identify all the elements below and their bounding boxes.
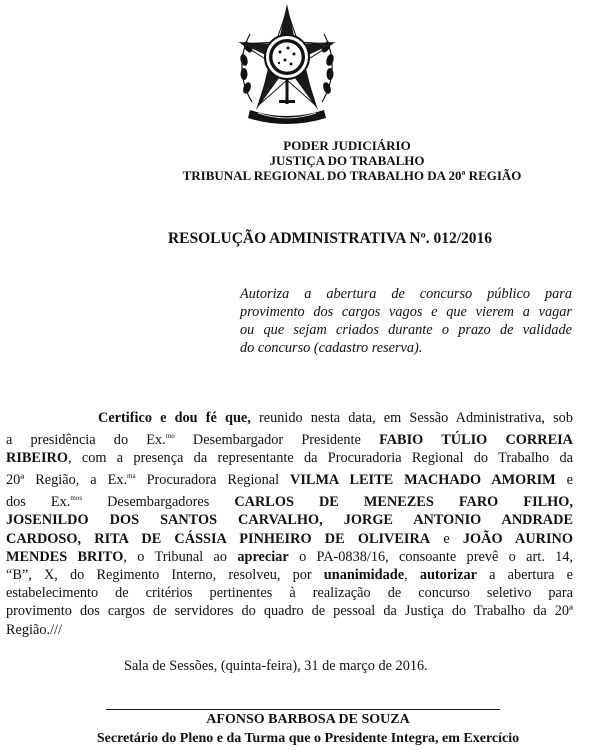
resolution-title-text: RESOLUÇÃO ADMINISTRATIVA Nº. 012/2016 xyxy=(167,230,493,247)
paragraph-line xyxy=(6,467,573,489)
apreciar-bold: apreciar xyxy=(237,548,289,565)
judges-names: JOÃO AURINO xyxy=(462,530,573,547)
header-line-2: JUSTIÇA DO TRABALHO xyxy=(269,153,425,168)
text-run: “B”, X, do Regimento Interno, resolveu, por xyxy=(6,566,324,583)
signature-line xyxy=(106,709,500,710)
text-run: , com a presença da representante da Procuradoria Regional do Trabalho da xyxy=(67,450,573,467)
text-run: Desembargadores xyxy=(82,494,235,511)
president-name: FABIO TÚLIO CORREIA xyxy=(379,431,573,448)
ementa-block xyxy=(240,285,572,357)
paragraph-line xyxy=(6,566,573,584)
superscript: mo xyxy=(165,432,175,441)
text-run: , xyxy=(404,566,420,583)
judges-names: JOSENILDO DOS SANTOS CARVALHO, JORGE ANTONIO ANDRADE xyxy=(6,512,573,529)
header-line-3: TRIBUNAL REGIONAL DO TRABALHO DA 20ª REGIÃO xyxy=(182,168,522,183)
text-run: e xyxy=(555,472,573,489)
paragraph-line: estabelecimento de critérios pertinentes à realização de concurso seletivo para xyxy=(6,585,573,602)
text-run: a abertura e xyxy=(476,566,573,583)
text-run: 20ª Região, a Ex. xyxy=(6,472,128,489)
paragraph-line xyxy=(6,449,573,467)
text-run: a presidência do Ex. xyxy=(6,431,166,448)
text-run: Desembargador Presidente xyxy=(174,431,380,448)
judges-names: MENDES BRITO xyxy=(6,548,124,565)
superscript: mos xyxy=(70,494,83,503)
text-run: o PA-0838/16, consoante prevê o art. 14, xyxy=(288,548,573,565)
signatory-role: Secretário do Pleno e da Turma que o Presidente Integra, em Exercício xyxy=(96,731,520,746)
text-run: dos Ex. xyxy=(6,494,71,511)
paragraph-line xyxy=(6,511,573,529)
paragraph-line: Região./// xyxy=(6,621,62,638)
signatory-name-text: AFONSO BARBOSA DE SOUZA xyxy=(206,712,410,727)
text-run: e xyxy=(430,530,463,547)
paragraph-line: provimento dos cargos de servidores do quadro de pessoal da Justiça do Trabalho da 20ª xyxy=(6,603,573,620)
autorizar-bold: autorizar xyxy=(419,566,477,583)
judges-names: CARDOSO, RITA DE CÁSSIA PINHEIRO DE OLIVEIRA xyxy=(6,530,431,547)
ementa-line: do concurso (cadastro reserva). xyxy=(240,340,423,356)
unanimidade-bold: unanimidade xyxy=(323,566,405,583)
text-run: Procuradora Regional xyxy=(135,472,291,489)
prosecutor-name: VILMA LEITE MACHADO AMORIM xyxy=(290,472,556,489)
certifico-bold: Certifico e dou fé que, xyxy=(98,410,251,426)
ementa-line: ou que sejam criados durante o prazo de validade xyxy=(240,322,572,338)
ementa-line: provimento dos cargos vagos e que vierem a vagar xyxy=(240,304,572,320)
resolution-title xyxy=(0,230,616,248)
president-name-cont: RIBEIRO xyxy=(6,450,68,467)
paragraph-line xyxy=(6,548,573,566)
text-run: reunido nesta data, em Sessão Administrativa, sob xyxy=(250,410,573,426)
paragraph-line xyxy=(6,489,573,511)
judges-names: CARLOS DE MENEZES FARO FILHO, xyxy=(234,494,573,511)
paragraph-line xyxy=(6,427,573,449)
header-line-1: PODER JUDICIÁRIO xyxy=(283,138,411,153)
superscript: ma xyxy=(127,472,136,481)
text-run: , o Tribunal ao xyxy=(123,548,238,565)
court-header xyxy=(0,138,616,183)
brasil-coat-of-arms-icon xyxy=(232,2,342,132)
signatory-name xyxy=(0,712,616,728)
ementa-line: Autoriza a abertura de concurso público para xyxy=(240,286,572,302)
paragraph-line xyxy=(6,530,573,548)
certification-paragraph xyxy=(6,409,573,639)
paragraph-line xyxy=(6,409,573,427)
session-date-line: Sala de Sessões, (quinta-feira), 31 de março de 2016. xyxy=(124,658,428,674)
